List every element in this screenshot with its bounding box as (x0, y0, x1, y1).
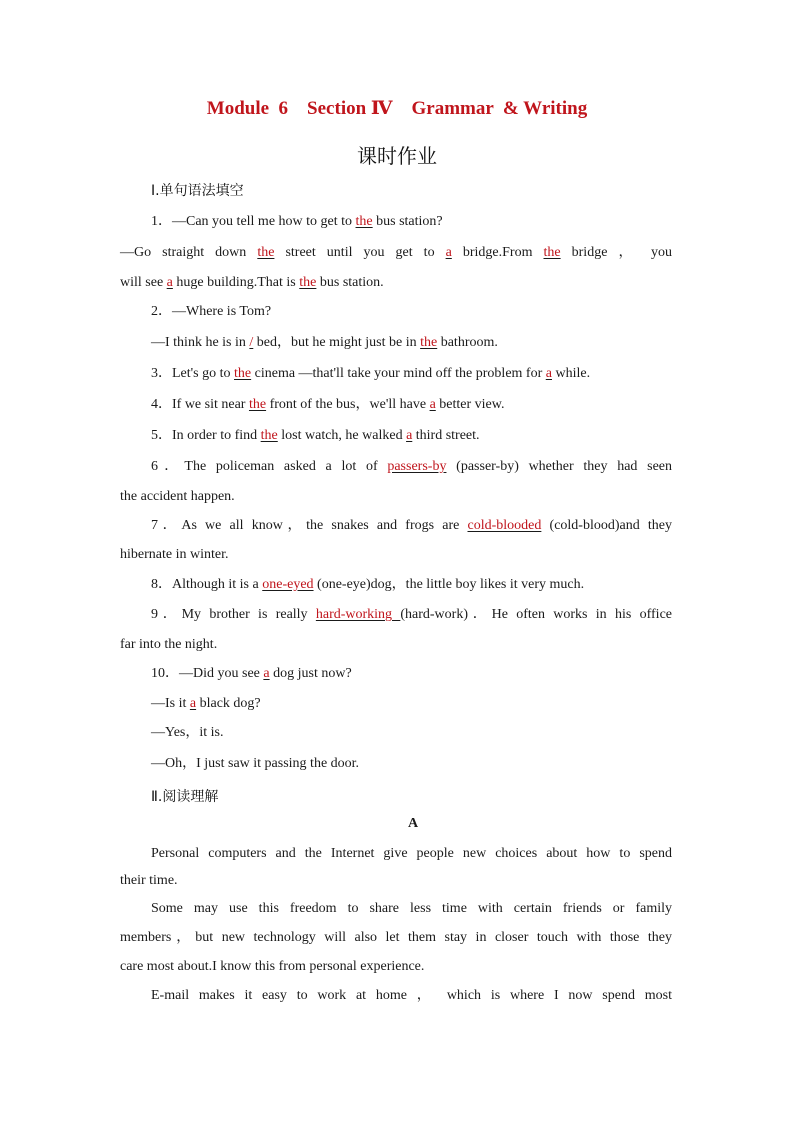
question-text: (cold-blood)and they (541, 518, 673, 533)
question-text: 3．Let's go to (151, 366, 235, 381)
question-4 (151, 396, 504, 414)
question-9 (151, 606, 672, 624)
question-2: 2．—Where is Tom? (151, 304, 272, 319)
answer: a (166, 275, 173, 290)
question-6-cont: the accident happen. (120, 489, 235, 504)
question-1 (151, 213, 443, 231)
question-text: (one-eye)dog，the little boy likes it very much. (313, 577, 585, 592)
section-heading-grammar: Ⅰ.单句语法填空 (151, 183, 244, 199)
question-text: 5．In order to find (151, 428, 261, 443)
question-text: bridge.From (451, 245, 544, 260)
question-text: better view. (435, 397, 505, 412)
passage-label: A (407, 816, 419, 831)
question-1-reply (120, 244, 672, 262)
answer: the (420, 335, 438, 350)
answer: the (234, 366, 252, 381)
question-text: black dog? (196, 696, 261, 711)
passage-paragraph-line: Some may use this freedom to share less time with certain friends or family (151, 901, 672, 916)
question-7-cont: hibernate in winter. (120, 547, 229, 562)
question-10-line-3: —Yes，it is. (151, 725, 224, 740)
question-1-reply-cont (120, 274, 384, 292)
answer: one-eyed (262, 577, 314, 592)
question-text: bridge ， you (560, 245, 673, 260)
question-7 (151, 517, 672, 535)
answer: the (260, 428, 278, 443)
question-text: lost watch, he walked (277, 428, 407, 443)
question-8 (151, 576, 584, 594)
question-text: 7．As we all know，the snakes and frogs are (151, 518, 468, 533)
answer: a (545, 366, 552, 381)
question-text: 10．—Did you see (151, 666, 264, 681)
question-text: bus station? (372, 214, 443, 229)
question-text: 8．Although it is a (151, 577, 263, 592)
passage-paragraph-line: E-mail makes it easy to work at home ， which is where I now spend most (151, 988, 672, 1003)
question-text: cinema —that'll take your mind off the problem for (251, 366, 546, 381)
section-heading-reading: Ⅱ.阅读理解 (151, 789, 219, 805)
question-text: huge building.That is (172, 275, 300, 290)
answer: hard-working (315, 607, 401, 622)
answer: a (445, 245, 452, 260)
question-text: (passer-by) whether they had seen (446, 459, 673, 474)
question-text: bathroom. (437, 335, 498, 350)
question-text: dog just now? (269, 666, 352, 681)
answer: cold-blooded (467, 518, 542, 533)
answer: the (248, 397, 267, 412)
question-10-line-4: —Oh，I just saw it passing the door. (151, 756, 360, 771)
question-text: 9．My brother is really (151, 607, 316, 622)
answer: the (257, 245, 275, 260)
passage-paragraph-line: care most about.I know this from personal experience. (120, 959, 425, 974)
question-text: bed，but he might just be in (253, 335, 421, 350)
question-text: —Is it (151, 696, 190, 711)
question-text: third street. (412, 428, 480, 443)
passage-paragraph-line: Personal computers and the Internet give people new choices about how to spend (151, 846, 672, 861)
question-10-line-2 (151, 695, 261, 713)
answer: a (429, 397, 436, 412)
question-text: will see (120, 275, 167, 290)
answer: a (406, 428, 413, 443)
passage-paragraph-line: their time. (120, 873, 178, 888)
question-text: —Go straight down (120, 245, 258, 260)
passage-paragraph-line: members，but new technology will also let them stay in closer touch with those they (120, 930, 672, 945)
question-3 (151, 365, 590, 383)
page-title: Module 6 Section Ⅳ Grammar & Writing (206, 98, 588, 119)
question-2-reply (151, 334, 498, 352)
question-text: while. (551, 366, 591, 381)
question-text: front of the bus，we'll have (266, 397, 430, 412)
page-subtitle: 课时作业 (357, 144, 437, 168)
question-text: 6．The policeman asked a lot of (151, 459, 388, 474)
question-text: bus station. (316, 275, 384, 290)
question-6 (151, 458, 672, 476)
question-text: street until you get to (274, 245, 446, 260)
answer: passers-by (387, 459, 447, 474)
answer: a (189, 696, 197, 711)
answer: / (249, 335, 254, 350)
question-text: —I think he is in (151, 335, 250, 350)
question-text: 4．If we sit near (151, 397, 249, 412)
question-9-cont: far into the night. (120, 637, 218, 652)
question-5 (151, 427, 480, 445)
answer: the (543, 245, 561, 260)
question-10 (151, 665, 352, 683)
answer: the (355, 214, 373, 229)
question-text: (hard-work)．He often works in his office (400, 607, 672, 622)
question-text: 1．—Can you tell me how to get to (151, 214, 356, 229)
answer: a (263, 666, 270, 681)
answer: the (299, 275, 317, 290)
